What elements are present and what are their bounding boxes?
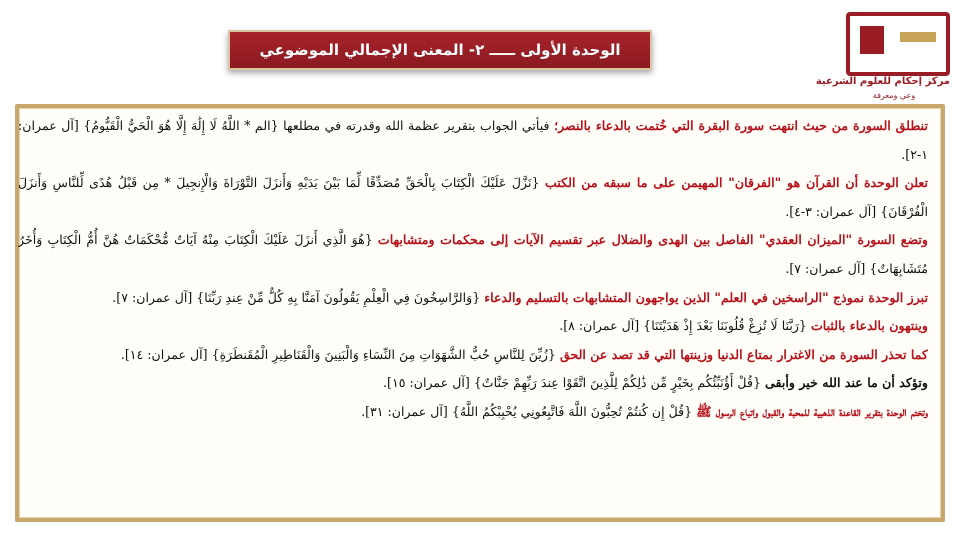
paragraph-lead: كما تحذر السورة من الاغترار بمتاع الدنيا وزينتها التي قد تصد عن الحق [559,346,928,362]
paragraph-lead: وينتهون بالدعاء بالثبات [810,318,928,334]
paragraph-ayah: {هُوَ الَّذِي أَنزَلَ عَلَيْكَ الْكِتَابَ مِنْهُ آيَاتٌ مُّحْكَمَاتٌ هُنَّ أُمُّ الْكِتَابِ وَأُخَرُ مُتَشَابِهَاتٌ} [آل عمران: ٧]. [18,232,928,276]
title-banner [228,30,652,70]
paragraph-lead: تنطلق السورة من حيث انتهت سورة البقرة التي خُتمت بالدعاء بالنصر؛ [554,118,928,133]
paragraph-1 [18,112,928,169]
paragraph-ayah: {وَالرَّاسِخُونَ فِي الْعِلْمِ يَقُولُونَ آمَنَّا بِهِ كُلٌّ مِّنْ عِندِ رَبِّنَا} [آل عمران: ٧]. [112,289,485,305]
paragraph-ayah: {رَبَّنَا لَا تُزِغْ قُلُوبَنَا بَعْدَ إِذْ هَدَيْتَنَا} [آل عمران: ٨]. [559,318,811,334]
paragraph-lead: وتضع السورة "الميزان العقدي" الفاصل بين الهدى والضلال عبر تقسيم الآيات إلى محكمات ومتشابهات [377,232,928,248]
paragraph-ayah: {زُيِّنَ لِلنَّاسِ حُبُّ الشَّهَوَاتِ مِنَ النِّسَاءِ وَالْبَنِينَ وَالْقَنَاطِيرِ الْمُقَنطَرَةِ} [آل عمران: ١٤]. [120,346,560,362]
paragraph-lead: تبرز الوحدة نموذج "الراسخين في العلم" الذين يواجهون المتشابهات بالتسليم والدعاء [484,289,928,305]
paragraph-lead: وتختم الوحدة بتقرير القاعدة الذهبية للمحبة والقبول واتباع الرسول ﷺ [696,403,928,419]
logo-mark-icon [846,12,950,76]
paragraph-4 [18,284,928,313]
paragraph-3 [18,226,928,283]
paragraph-lead: تعلن الوحدة أن القرآن هو "الفرقان" المهيمن على ما سبقه من الكتب [544,175,928,191]
paragraph-ayah: {قُلْ أَؤُنَبِّئُكُم بِخَيْرٍ مِّن ذَٰلِكُمْ لِلَّذِينَ اتَّقَوْا عِندَ رَبِّهِمْ جَنَّاتٌ} [آل عمران: ١٥]. [383,375,765,391]
logo [815,6,950,104]
content-body [18,112,928,512]
paragraph-lead: وتؤكد أن ما عند الله خير وأبقى [764,375,928,391]
paragraph-5 [18,312,928,341]
paragraph-ayah: فيأتي الجواب بتقرير عظمة الله وقدرته في مطلعها {الم * اللَّهُ لَا إِلَٰهَ إِلَّا هُوَ الْحَيُّ الْقَيُّومُ} [آل عمران: ١-٢]. [18,118,928,162]
page-title: الوحدة الأولى ـــــ ٢- المعنى الإجمالي الموضوعي [259,41,621,59]
paragraph-7 [18,369,928,398]
paragraph-8 [18,398,928,427]
paragraph-2 [18,169,928,226]
logo-name: مركز إحكام للعلوم الشرعية [815,76,950,87]
paragraph-ayah: {قُلْ إِن كُنتُمْ تُحِبُّونَ اللَّهَ فَاتَّبِعُونِي يُحْبِبْكُمُ اللَّهُ} [آل عمران: ٣١]. [361,403,697,419]
logo-tagline: وعي ومعرفة [872,91,916,100]
paragraph-ayah: {نَزَّلَ عَلَيْكَ الْكِتَابَ بِالْحَقِّ مُصَدِّقًا لِّمَا بَيْنَ يَدَيْهِ وَأَنزَلَ التَّوْرَاةَ وَالْإِنجِيلَ * مِن قَبْلُ هُدًى لِّلنَّاسِ وَأَنزَلَ الْفُرْقَانَ} [آل عمران: ٣-٤]. [18,175,928,219]
paragraph-6 [18,341,928,370]
